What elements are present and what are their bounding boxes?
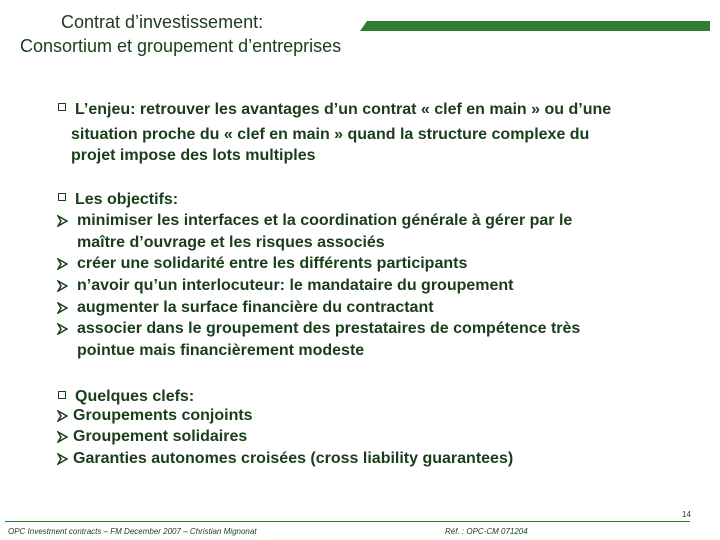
square-bullet-icon <box>58 193 66 201</box>
arrow-bullet-icon <box>57 280 68 292</box>
title-accent-bar <box>360 21 710 31</box>
arrow-bullet-icon <box>57 215 68 227</box>
objectif-item: n’avoir qu’un interlocuteur: le mandataire du groupement <box>77 277 514 294</box>
objectif-item: créer une solidarité entre les différents participants <box>77 255 468 272</box>
objectif-item-continuation: maître d’ouvrage et les risques associés <box>77 234 385 251</box>
clef-item: Groupements conjoints <box>73 407 253 424</box>
arrow-bullet-icon <box>57 302 68 314</box>
clef-item: Groupement solidaires <box>73 428 248 445</box>
objectif-item-continuation: pointue mais financièrement modeste <box>77 342 365 359</box>
arrow-bullet-icon <box>57 258 68 270</box>
objectif-item: augmenter la surface financière du contractant <box>77 299 434 316</box>
clefs-heading: Quelques clefs: <box>75 388 195 405</box>
footer-left-text: OPC Investment contracts – FM December 2007 – Christian Mignonat <box>8 527 257 536</box>
enjeu-continuation: situation proche du « clef en main » quand la structure complexe du <box>71 126 590 143</box>
footer-divider <box>5 521 690 522</box>
enjeu-heading: L’enjeu: retrouver les avantages d’un contrat « clef en main » ou d’une <box>75 101 612 118</box>
objectif-item: associer dans le groupement des prestataires de compétence très <box>77 320 581 337</box>
arrow-bullet-icon <box>57 323 68 335</box>
arrow-bullet-icon <box>57 410 68 422</box>
clef-item: Garanties autonomes croisées (cross liability guarantees) <box>73 450 514 467</box>
footer-reference: Réf. : OPC-CM 071204 <box>445 527 528 536</box>
enjeu-continuation: projet impose des lots multiples <box>71 147 316 164</box>
arrow-bullet-icon <box>57 431 68 443</box>
square-bullet-icon <box>58 103 66 111</box>
objectifs-heading: Les objectifs: <box>75 191 179 208</box>
arrow-bullet-icon <box>57 453 68 465</box>
objectif-item: minimiser les interfaces et la coordination générale à gérer par le <box>77 212 573 229</box>
slide-title-line2: Consortium et groupement d’entreprises <box>20 36 342 56</box>
page-number: 14 <box>682 510 691 519</box>
slide-title-line1: Contrat d’investissement: <box>61 12 264 32</box>
square-bullet-icon <box>58 391 66 399</box>
